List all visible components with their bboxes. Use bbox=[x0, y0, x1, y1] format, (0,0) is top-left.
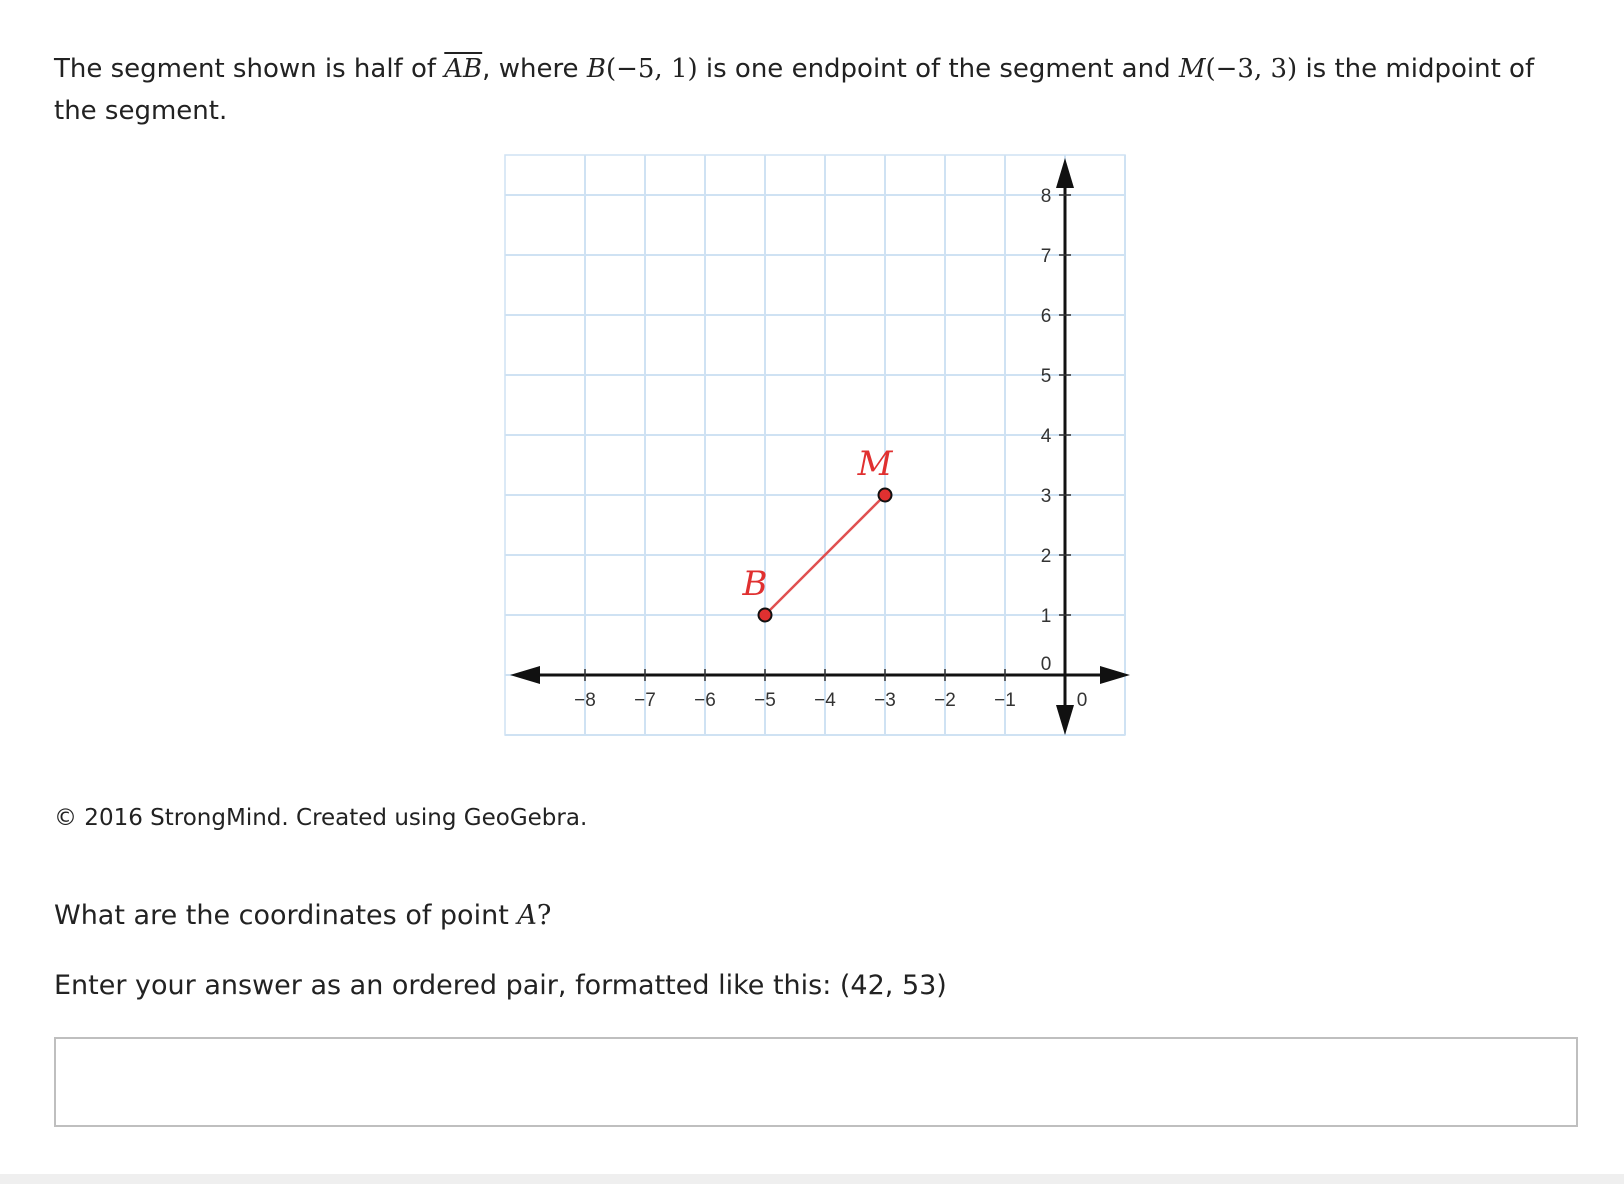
point-a-label: A bbox=[517, 900, 537, 931]
x-tick-label: −8 bbox=[574, 690, 596, 711]
question-text-part: The segment shown is half of bbox=[54, 54, 445, 84]
point-m-marker bbox=[879, 489, 892, 502]
y-tick-label: 1 bbox=[1040, 606, 1052, 627]
footer-bar bbox=[0, 1174, 1624, 1184]
segment-ab: $\overline{AB}$ bbox=[444, 54, 483, 84]
point-b-graph-label: B bbox=[742, 564, 768, 604]
x-tick-label: −1 bbox=[994, 690, 1016, 711]
point-b-label: B bbox=[586, 54, 606, 84]
prompt-text-part: What are the coordinates of point bbox=[54, 900, 518, 931]
question-text-part: , where bbox=[482, 54, 587, 84]
question-text-part: is the midpoint of the segment. bbox=[54, 54, 1535, 126]
point-m-graph-label: M bbox=[857, 444, 893, 484]
point-m-coords: (−3, 3) bbox=[1205, 54, 1298, 84]
point-m-label: M bbox=[1178, 54, 1206, 84]
x-tick-label: −6 bbox=[694, 690, 716, 711]
y-tick-label: 4 bbox=[1040, 426, 1052, 447]
x-tick-label: −2 bbox=[934, 690, 956, 711]
answer-input[interactable] bbox=[54, 1037, 1578, 1127]
question-text bbox=[54, 48, 1574, 132]
y-tick-label: 3 bbox=[1040, 486, 1052, 507]
y-tick-label: 5 bbox=[1040, 366, 1052, 387]
prompt-text-part: ? bbox=[536, 900, 552, 931]
y-tick-label: 2 bbox=[1040, 546, 1052, 567]
x-tick-label: −3 bbox=[874, 690, 896, 711]
point-b-coords: (−5, 1) bbox=[605, 54, 698, 84]
graph-frame bbox=[505, 155, 1125, 735]
coordinate-graph bbox=[500, 150, 1140, 770]
y-tick-label: 7 bbox=[1040, 246, 1052, 267]
question-text-part: is one endpoint of the segment and bbox=[697, 54, 1179, 84]
x-tick-label: −7 bbox=[634, 690, 656, 711]
x-origin-label: 0 bbox=[1076, 690, 1088, 711]
answer-instruction: Enter your answer as an ordered pair, formatted like this: (42, 53) bbox=[54, 970, 947, 1001]
point-b-marker bbox=[759, 609, 772, 622]
y-tick-label: 8 bbox=[1040, 186, 1052, 207]
y-tick-label: 6 bbox=[1040, 306, 1052, 327]
question-prompt bbox=[54, 900, 551, 931]
copyright-text: © 2016 StrongMind. Created using GeoGebra. bbox=[54, 805, 588, 831]
x-tick-label: −4 bbox=[814, 690, 836, 711]
y-tick-label: 0 bbox=[1040, 654, 1052, 675]
x-tick-label: −5 bbox=[754, 690, 776, 711]
